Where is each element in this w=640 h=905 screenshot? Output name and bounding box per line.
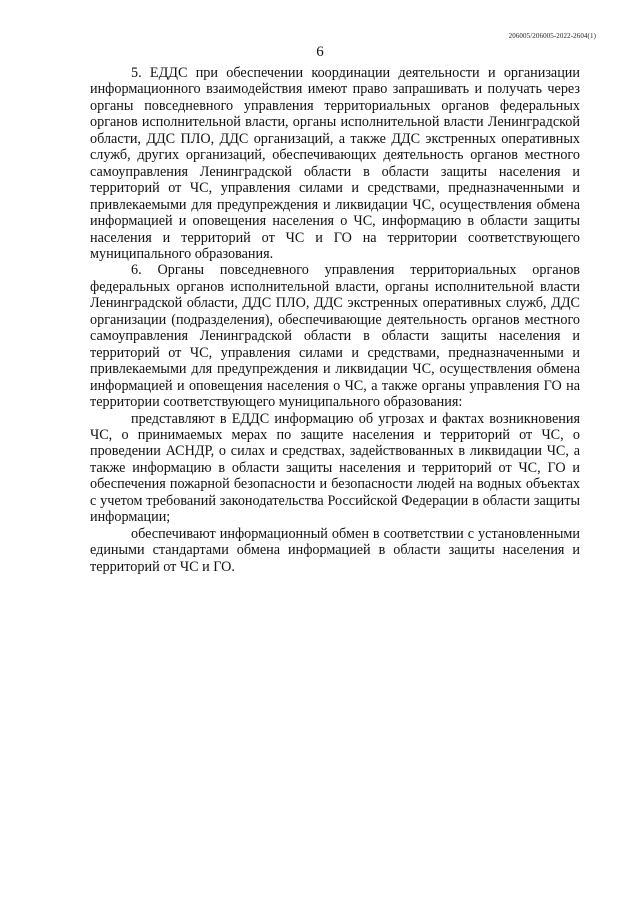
- document-body: [90, 65, 580, 575]
- page-number: 6: [316, 44, 324, 60]
- paragraph-6: 6. Органы повседневного управления территориальных органов федеральных органов исполнительной власти, органы исполнительной власти Ленинградской области, ДДС ПЛО, ДДС экстренных оперативных служб, ДДС организации (подразделения), обеспечивающие деятельность органов местного самоуправления Ленинградской области в области защиты населения и территорий от ЧС, управления силами и средствами, предназначенными и привлекаемыми для предупреждения и ликвидации ЧС, осуществления обмена информацией и оповещения населения о ЧС, а также органы управления ГО на территории соответствующего муниципального образования:: [90, 262, 580, 411]
- document-id: 206005/206005-2022-2604(1): [508, 32, 596, 40]
- paragraph-6-item-exchange: обеспечивают информационный обмен в соответствии с установленными едиными стандартами обмена информацией в области защиты населения и территорий от ЧС и ГО.: [90, 525, 580, 575]
- paragraph-6-item-provide: представляют в ЕДДС информацию об угрозах и фактах возникновения ЧС, о принимаемых мерах по защите населения и территорий от ЧС, о проведении АСНДР, о силах и средствах, задействованных в ликвидации ЧС, а также информацию в области защиты населения и территорий от ЧС, ГО и обеспечения пожарной безопасности и безопасности людей на водных объектах с учетом требований законодательства Российской Федерации в области защиты информации;: [90, 410, 580, 526]
- paragraph-5: 5. ЕДДС при обеспечении координации деятельности и организации информационного взаимодействия имеют право запрашивать и получать через органы повседневного управления территориальных органов федеральных органов исполнительной власти, органы исполнительной власти Ленинградской области, ДДС ПЛО, ДДС организаций, а также ДДС экстренных оперативных служб, других организаций, обеспечивающих деятельность органов местного самоуправления Ленинградской области в области защиты населения и территорий от ЧС, управления силами и средствами, предназначенными и привлекаемыми для предупреждения и ликвидации ЧС, осуществления обмена информацией и оповещения населения о ЧС, информацию в области защиты населения и территорий от ЧС и ГО на территории соответствующего муниципального образования.: [90, 65, 580, 262]
